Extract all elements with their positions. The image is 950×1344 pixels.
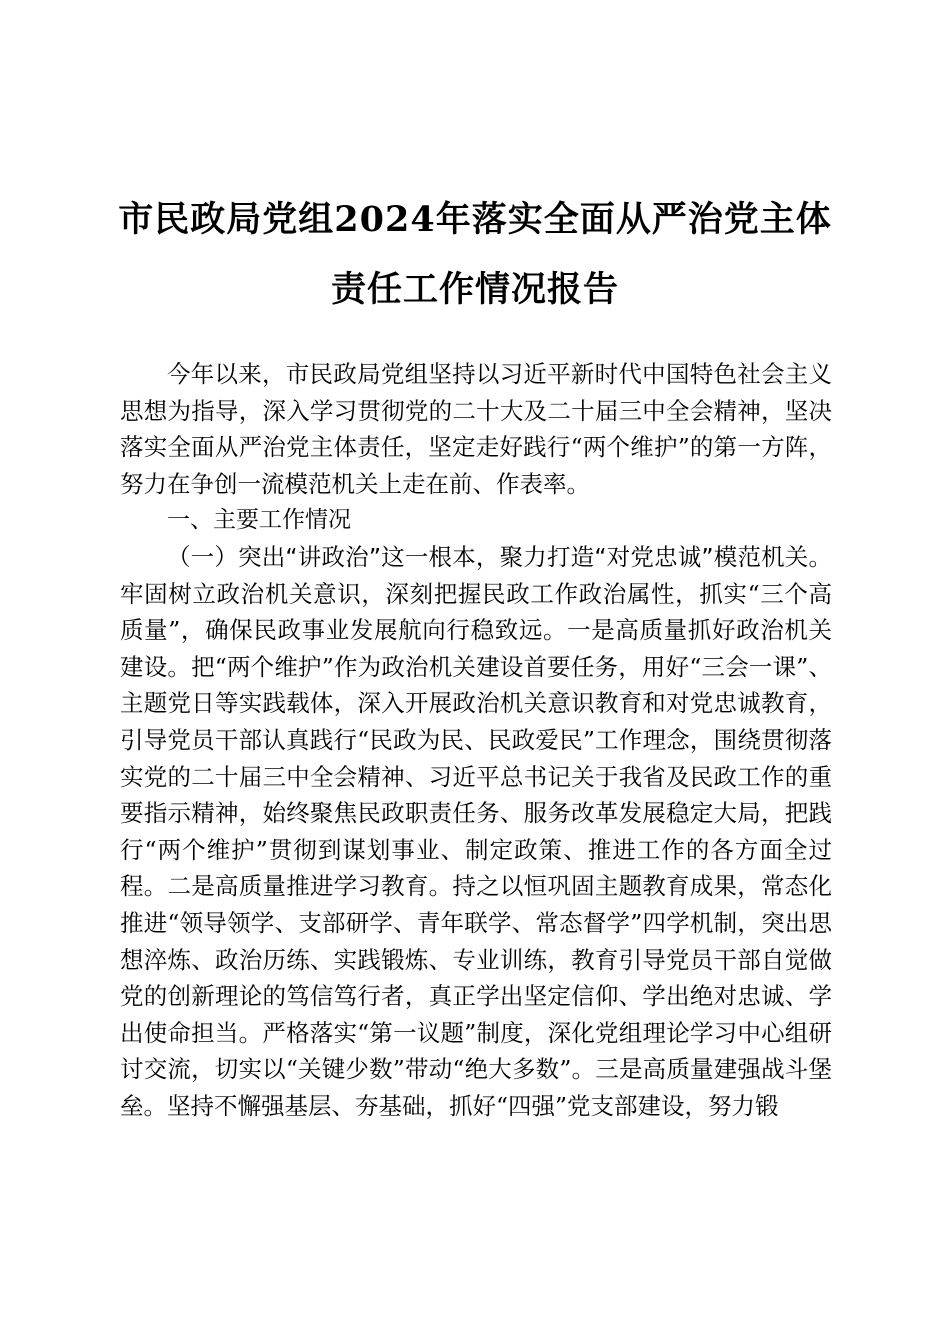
subsection-heading: （一）突出“讲政治”这一根本，聚力打造“对党忠诚”模范机关。	[167, 542, 832, 571]
subsection-paragraph	[120, 539, 832, 1125]
intro-paragraph: 今年以来，市民政局党组坚持以习近平新时代中国特色社会主义思想为指导，深入学习贯彻党的二十大及二十届三中全会精神，坚决落实全面从严治党主体责任，坚定走好践行“两个维护”的第一方阵，努力在争创一流模范机关上走在前、作表率。	[120, 360, 832, 498]
subsection-body: 牢固树立政治机关意识，深刻把握民政工作政治属性，抓实“三个高质量”，确保民政事业发展航向行稳致远。一是高质量抓好政治机关建设。把“两个维护”作为政治机关建设首要任务，用好“三会一课”、主题党日等实践载体，深入开展政治机关意识教育和对党忠诚教育，引导党员干部认真践行“民政为民、民政爱民”工作理念，围绕贯彻落实党的二十届三中全会精神、习近平总书记关于我省及民政工作的重要指示精神，始终聚焦民政职责任务、服务改革发展稳定大局，把践行“两个维护”贯彻到谋划事业、制定政策、推进工作的各方面全过程。二是高质量推进学习教育。持之以恒巩固主题教育成果，常态化推进“领导领学、支部研学、青年联学、常态督学”四学机制，突出思想淬炼、政治历练、实践锻炼、专业训练，教育引导党员干部自觉做党的创新理论的笃信笃行者，真正学出坚定信仰、学出绝对忠诚、学出使命担当。严格落实“第一议题”制度，深化党组理论学习中心组研讨交流，切实以“关键少数”带动“绝大多数”。三是高质量建强战斗堡垒。坚持不懈强基层、夯基础，抓好“四强”党支部建设，努力锻	[120, 579, 832, 1120]
section-heading: 一、主要工作情况	[167, 507, 351, 534]
document-title-line-1: 市民政局党组2024年落实全面从严治党主体	[118, 199, 832, 240]
document-title-line-2: 责任工作情况报告	[330, 269, 619, 310]
document-body	[120, 356, 832, 1124]
